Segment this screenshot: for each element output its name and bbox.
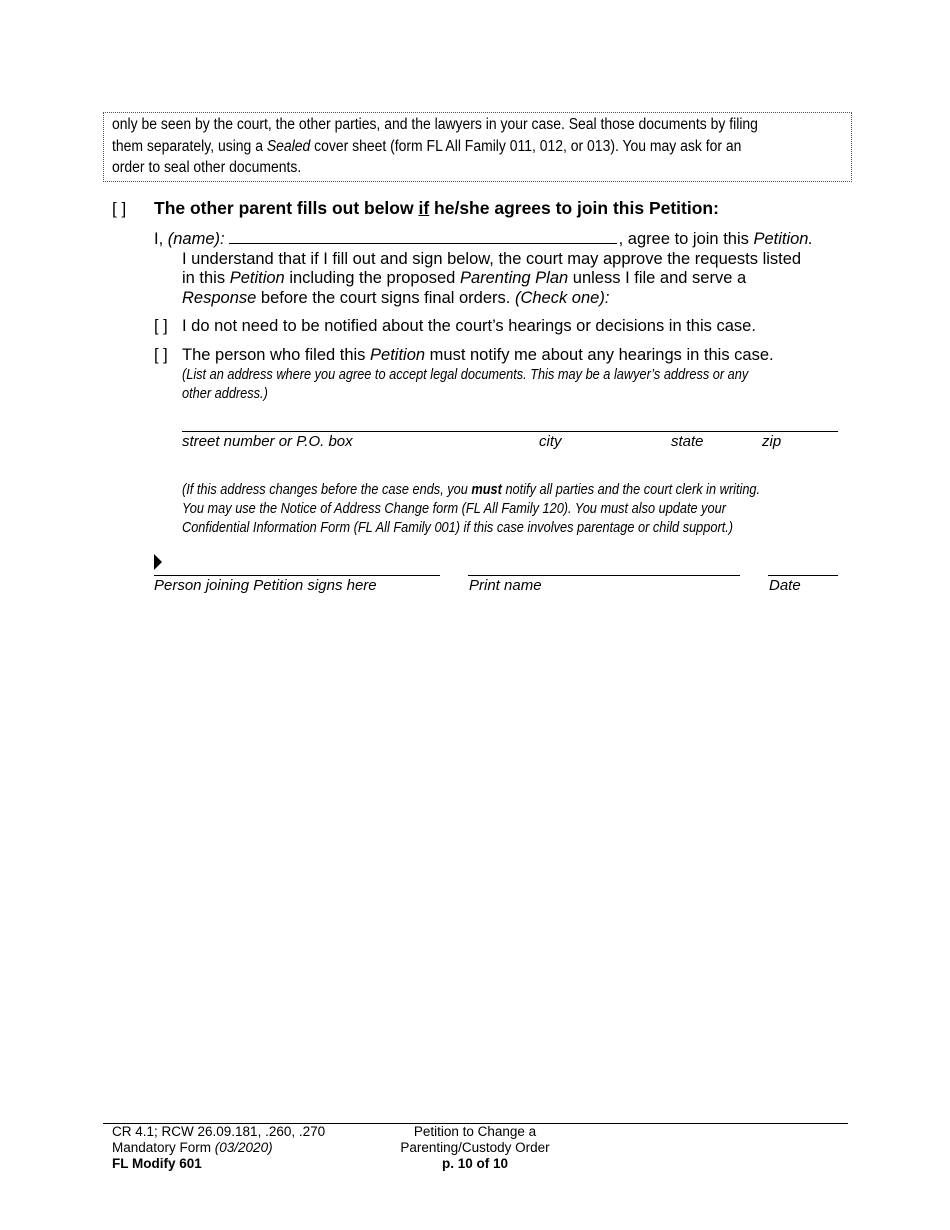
notify-me-checkbox[interactable]: [ ] — [154, 346, 168, 364]
understand-line-2: in this Petition including the proposed Parenting Plan unless I file and serve a — [182, 269, 747, 287]
city-label: city — [539, 433, 562, 450]
footer-mandatory-form: Mandatory Form (03/2020) — [112, 1140, 273, 1155]
join-petition-checkbox[interactable]: [ ] — [112, 199, 127, 218]
footer-page-number: p. 10 of 10 — [441, 1156, 509, 1171]
sealed-documents-notice — [103, 112, 852, 182]
no-notice-checkbox[interactable]: [ ] — [154, 317, 168, 335]
understand-line-3: Response before the court signs final orders. (Check one): — [182, 289, 610, 307]
zip-label: zip — [762, 433, 782, 450]
notice-line-1: only be seen by the court, the other parties, and the lawyers in your case. Seal those documents by filing — [112, 116, 758, 133]
sign-here-arrow-icon — [154, 554, 162, 570]
join-petition-heading: The other parent fills out below if he/she agrees to join this Petition: — [154, 198, 719, 218]
address-note-line-3: Confidential Information Form (FL All Family 001) if this case involves parentage or child support.) — [182, 520, 734, 536]
address-note-line-1: (If this address changes before the case ends, you must notify all parties and the court clerk in writing. — [182, 482, 761, 498]
address-input-line[interactable] — [182, 431, 838, 432]
name-field[interactable] — [229, 229, 617, 244]
street-label: street number or P.O. box — [182, 433, 353, 450]
signature-line[interactable] — [154, 575, 440, 576]
footer-title-line-2: Parenting/Custody Order — [400, 1140, 550, 1155]
understand-line-1: I understand that if I fill out and sign below, the court may approve the requests listed — [182, 250, 802, 268]
notice-line-3: order to seal other documents. — [112, 159, 302, 176]
notice-line-2: them separately, using a Sealed cover sheet (form FL All Family 011, 012, or 013). You may ask for an — [112, 137, 742, 155]
signature-label: Person joining Petition signs here — [154, 577, 377, 594]
footer-form-id: FL Modify 601 — [112, 1156, 202, 1171]
footer-citation: CR 4.1; RCW 26.09.181, .260, .270 — [112, 1124, 326, 1139]
date-label: Date — [769, 577, 801, 594]
date-line[interactable] — [768, 575, 838, 576]
footer-title-line-1: Petition to Change a — [413, 1124, 537, 1139]
address-note-line-2: You may use the Notice of Address Change form (FL All Family 120). You must also update your — [182, 501, 727, 517]
notify-me-option: The person who filed this Petition must notify me about any hearings in this case. — [182, 346, 774, 364]
address-instruction-line-1: (List an address where you agree to accept legal documents. This may be a lawyer’s address or any — [182, 367, 749, 383]
state-label: state — [671, 433, 704, 450]
no-notice-option: I do not need to be notified about the court’s hearings or decisions in this case. — [182, 317, 756, 335]
name-statement: I, (name): , agree to join this Petition. — [154, 230, 814, 248]
print-name-line[interactable] — [468, 575, 740, 576]
print-name-label: Print name — [469, 577, 542, 594]
footer-left — [112, 1124, 325, 1172]
address-instruction-line-2: other address.) — [182, 386, 268, 402]
footer-center — [375, 1124, 575, 1172]
